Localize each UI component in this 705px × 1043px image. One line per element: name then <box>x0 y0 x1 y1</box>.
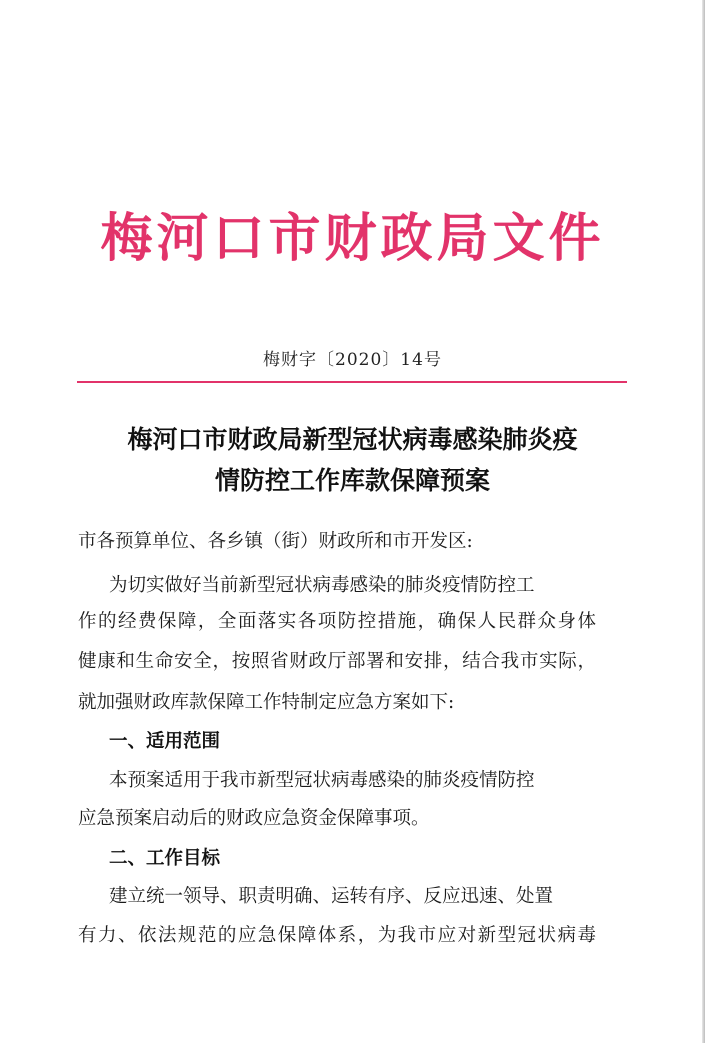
salutation: 市各预算单位、各乡镇（街）财政所和市开发区: <box>78 531 473 552</box>
section-1-line-2: 应急预案启动后的财政应急资金保障事项。 <box>78 808 430 829</box>
document-heading-line-1: 梅河口市财政局新型冠状病毒感染肺炎疫 <box>127 425 578 454</box>
intro-line-2: 作的经费保障，全面落实各项防控措施，确保人民群众身体 <box>78 611 596 632</box>
section-2-line-2: 有力、依法规范的应急保障体系，为我市应对新型冠状病毒 <box>78 925 596 946</box>
document-number: 梅财字〔2020〕14号 <box>263 350 442 370</box>
section-1-title: 一、适用范围 <box>109 731 221 752</box>
section-2-line-1: 建立统一领导、职责明确、运转有序、反应迅速、处置 <box>109 886 554 907</box>
intro-line-1: 为切实做好当前新型冠状病毒感染的肺炎疫情防控工 <box>109 575 535 596</box>
red-separator-line <box>77 381 627 383</box>
document-heading-line-2: 情防控工作库款保障预案 <box>214 466 490 495</box>
section-1-line-1: 本预案适用于我市新型冠状病毒感染的肺炎疫情防控 <box>109 770 535 791</box>
intro-line-4: 就加强财政库款保障工作特制定应急方案如下: <box>78 692 455 713</box>
section-2-title: 二、工作目标 <box>109 848 221 869</box>
intro-line-3: 健康和生命安全，按照省财政厅部署和安排，结合我市实际， <box>78 651 596 672</box>
issuer-title: 梅河口市财政局文件 <box>100 208 605 269</box>
